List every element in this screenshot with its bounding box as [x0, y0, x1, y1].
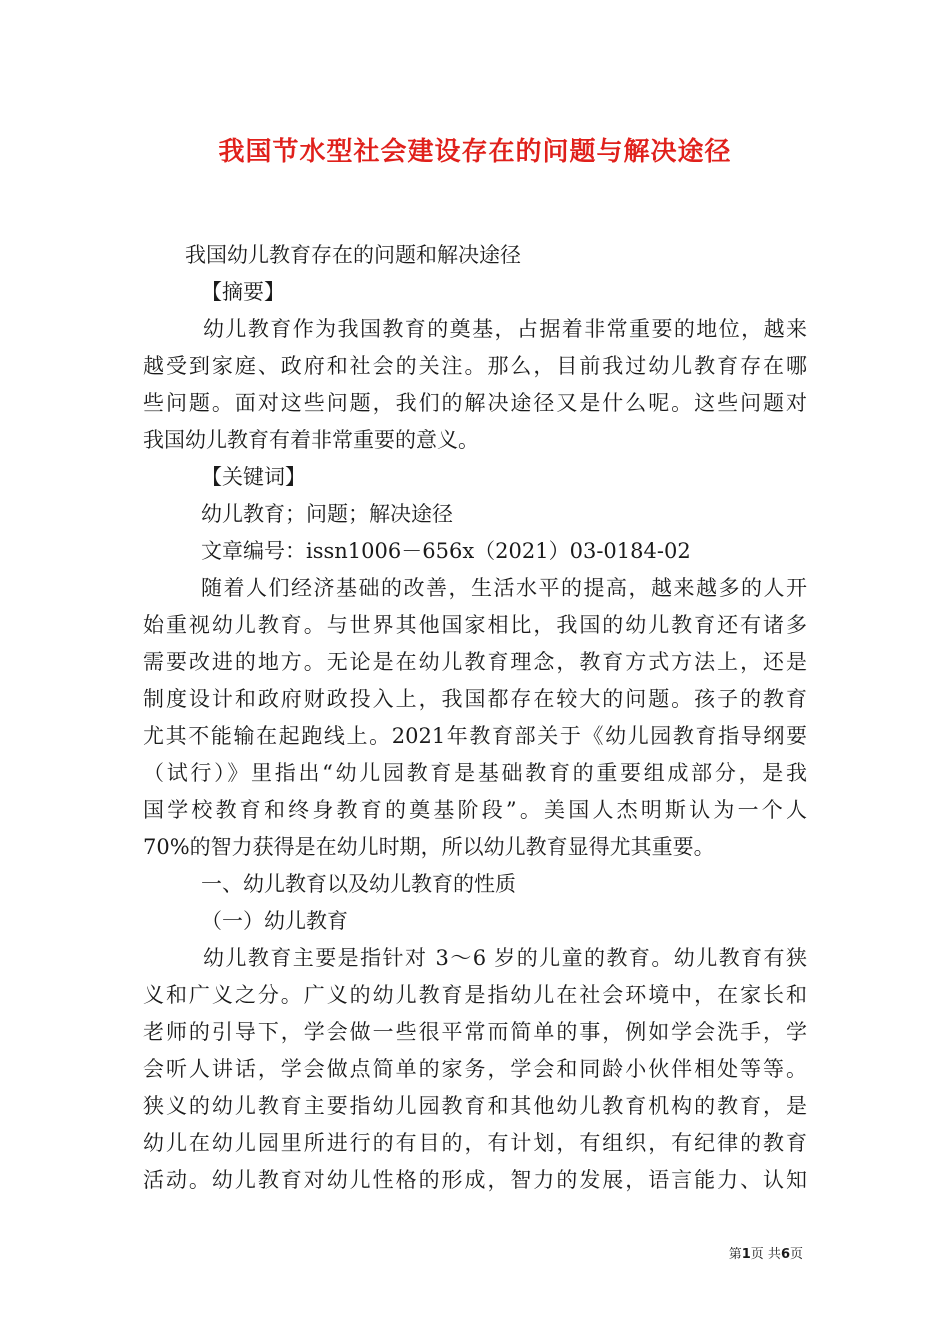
subsection-heading: （一）幼儿教育 — [201, 909, 348, 933]
paragraph-line: 义和广义之分。广义的幼儿教育是指幼儿在社会环境中，在家长和 — [143, 983, 807, 1007]
article-number-line: 文章编号：issn1006－656x（2021）03-0184-02 — [201, 539, 691, 563]
paragraph-line: 始重视幼儿教育。与世界其他国家相比，我国的幼儿教育还有诸多 — [143, 613, 807, 637]
paragraph-line: 制度设计和政府财政投入上，我国都存在较大的问题。孩子的教育 — [143, 687, 807, 711]
paragraph-line: 越受到家庭、政府和社会的关注。那么，目前我过幼儿教育存在哪 — [143, 354, 807, 378]
paragraph-line: 幼儿教育主要是指针对 3～6 岁的儿童的教育。幼儿教育有狭 — [203, 946, 807, 970]
section-heading: 一、幼儿教育以及幼儿教育的性质 — [201, 872, 516, 896]
paragraph-line: 些问题。面对这些问题，我们的解决途径又是什么呢。这些问题对 — [143, 391, 807, 415]
page-title: 我国节水型社会建设存在的问题与解决途径 — [218, 137, 732, 167]
document-body — [143, 237, 807, 1199]
paragraph-line: 狭义的幼儿教育主要指幼儿园教育和其他幼儿教育机构的教育，是 — [143, 1094, 807, 1118]
paragraph-line: 会听人讲话，学会做点简单的家务，学会和同龄小伙伴相处等等。 — [143, 1057, 807, 1081]
footer-current-page: 1 — [741, 1247, 751, 1262]
keywords-heading: 【关键词】 — [201, 465, 306, 489]
paragraph-line: 国学校教育和终身教育的奠基阶段”。美国人杰明斯认为一个人 — [143, 798, 807, 822]
footer-middle: 页 共 — [750, 1247, 781, 1262]
footer-suffix: 页 — [789, 1247, 803, 1262]
paragraph-line: 70%的智力获得是在幼儿时期，所以幼儿教育显得尤其重要。 — [143, 835, 715, 859]
paragraph-line: 需要改进的地方。无论是在幼儿教育理念，教育方式方法上，还是 — [143, 650, 807, 674]
page-footer — [729, 1246, 803, 1264]
paragraph-line: 活动。幼儿教育对幼儿性格的形成，智力的发展，语言能力、认知 — [143, 1168, 807, 1192]
footer-prefix: 第 — [728, 1247, 742, 1262]
subtitle-line: 我国幼儿教育存在的问题和解决途径 — [185, 243, 521, 267]
paragraph-line: （试行）》里指出“幼儿园教育是基础教育的重要组成部分，是我 — [143, 761, 807, 785]
keywords-line: 幼儿教育；问题；解决途径 — [201, 502, 453, 526]
paragraph-line: 随着人们经济基础的改善，生活水平的提高，越来越多的人开 — [201, 576, 807, 600]
paragraph-line: 尤其不能输在起跑线上。2021年教育部关于《幼儿园教育指导纲要 — [143, 724, 807, 748]
abstract-heading: 【摘要】 — [201, 280, 285, 304]
paragraph-line: 幼儿在幼儿园里所进行的有目的，有计划，有组织，有纪律的教育 — [143, 1131, 807, 1155]
paragraph-line: 幼儿教育作为我国教育的奠基，占据着非常重要的地位，越来 — [203, 317, 807, 341]
footer-total-pages: 6 — [780, 1247, 790, 1262]
paragraph-line: 老师的引导下，学会做一些很平常而简单的事，例如学会洗手，学 — [143, 1020, 807, 1044]
paragraph-line: 我国幼儿教育有着非常重要的意义。 — [143, 428, 479, 452]
